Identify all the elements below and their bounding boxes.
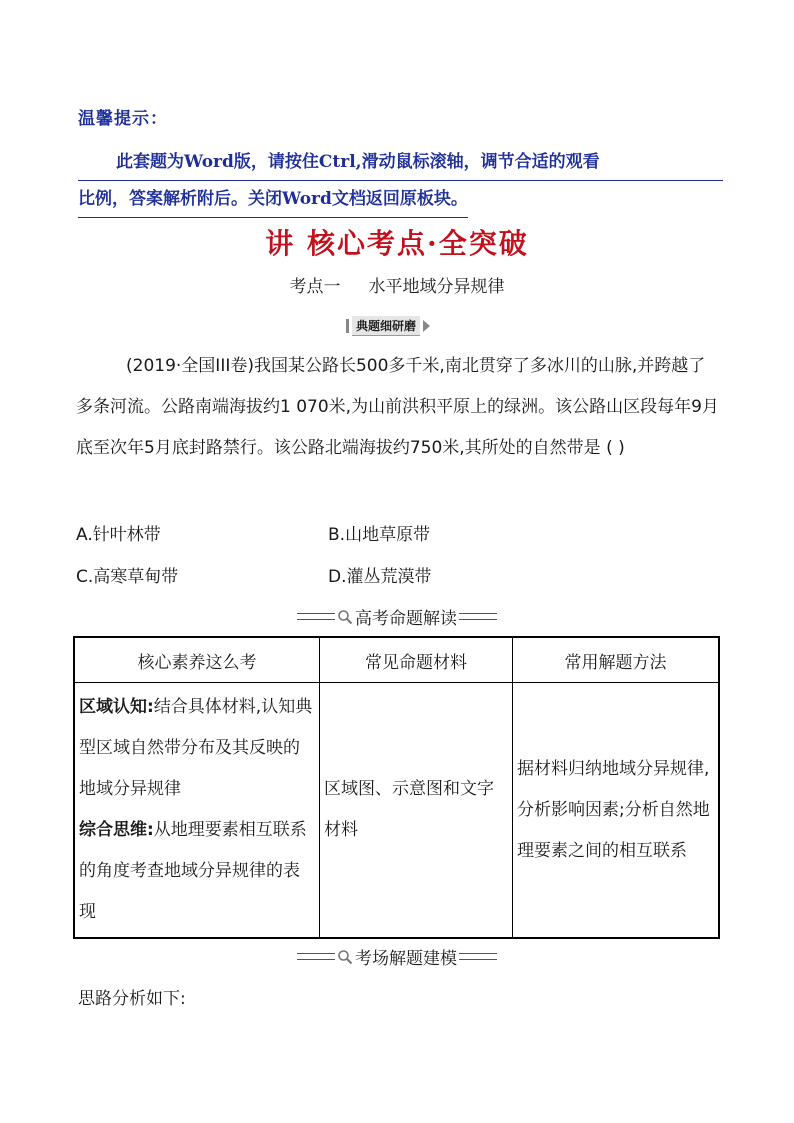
subtitle-topic: 水平地域分异规律 xyxy=(368,277,505,297)
option-d: D.灌丛荒漠带 xyxy=(328,567,432,587)
page-title: 讲 核心考点·全突破 xyxy=(265,227,529,260)
tip-heading: 温馨提示： xyxy=(78,109,168,129)
table-cell-methods: 据材料归纳地域分异规律,分析影响因素;分析自然地理要素之间的相互联系 xyxy=(513,683,720,939)
literacy-lead-2: 综合思维: xyxy=(79,820,154,840)
section-heading-text: 高考命题解读 xyxy=(355,609,457,629)
table-header: 核心素养这么考 xyxy=(74,637,320,683)
question-text: (2019·全国III卷)我国某公路长500多千米,南北贯穿了多冰川的山脉,并跨越了多条河流。公路南端海拔约1 070米,为山前洪积平原上的绿洲。该公路山区段每年9月底至次年5月底封路禁行。该公路北端海拔约750米,其所处的自然带是 ( ) xyxy=(76,356,719,458)
option-c: C.高寒草甸带 xyxy=(76,567,179,587)
tag-bar-icon xyxy=(346,319,349,333)
tip-line-1: 此套题为Word版，请按住Ctrl,滑动鼠标滚轴，调节合适的观看 xyxy=(78,144,723,181)
table-header: 常见命题材料 xyxy=(320,637,513,683)
magnifier-icon xyxy=(337,609,353,625)
tag-label: 典题细研磨 xyxy=(352,316,420,336)
option-a: A.针叶林带 xyxy=(76,525,161,545)
section-heading-text: 考场解题建模 xyxy=(355,949,457,969)
section-heading-modeling xyxy=(0,944,794,969)
analysis-table xyxy=(73,636,720,939)
table-header-row xyxy=(74,637,719,683)
double-line-right xyxy=(459,613,497,620)
tag-badge xyxy=(346,316,430,336)
table-cell-materials: 区域图、示意图和文字材料 xyxy=(320,683,513,939)
double-line-right xyxy=(459,953,497,960)
table-row xyxy=(74,683,719,939)
option-b: B.山地草原带 xyxy=(328,525,431,545)
tip-body xyxy=(78,144,723,218)
double-line-left xyxy=(297,613,335,620)
literacy-text-1: 结合具体材料,认知典型区域自然带分布及其反映的地域分异规律 xyxy=(79,697,313,799)
section-subtitle xyxy=(0,272,794,297)
double-line-left xyxy=(297,953,335,960)
literacy-lead-1: 区域认知: xyxy=(79,697,154,717)
tag-arrow-icon xyxy=(423,320,430,332)
subtitle-number: 考点一 xyxy=(289,277,341,297)
question-block xyxy=(76,346,721,469)
analysis-intro: 思路分析如下: xyxy=(78,989,186,1009)
table-header: 常用解题方法 xyxy=(513,637,720,683)
literacy-text-2: 从地理要素相互联系的角度考查地域分异规律的表现 xyxy=(79,820,307,922)
tip-line-2: 比例，答案解析附后。关闭Word文档返回原板块。 xyxy=(78,181,468,218)
section-heading-exam-analysis xyxy=(0,604,794,629)
table-cell-literacy xyxy=(74,683,320,939)
magnifier-icon xyxy=(337,949,353,965)
